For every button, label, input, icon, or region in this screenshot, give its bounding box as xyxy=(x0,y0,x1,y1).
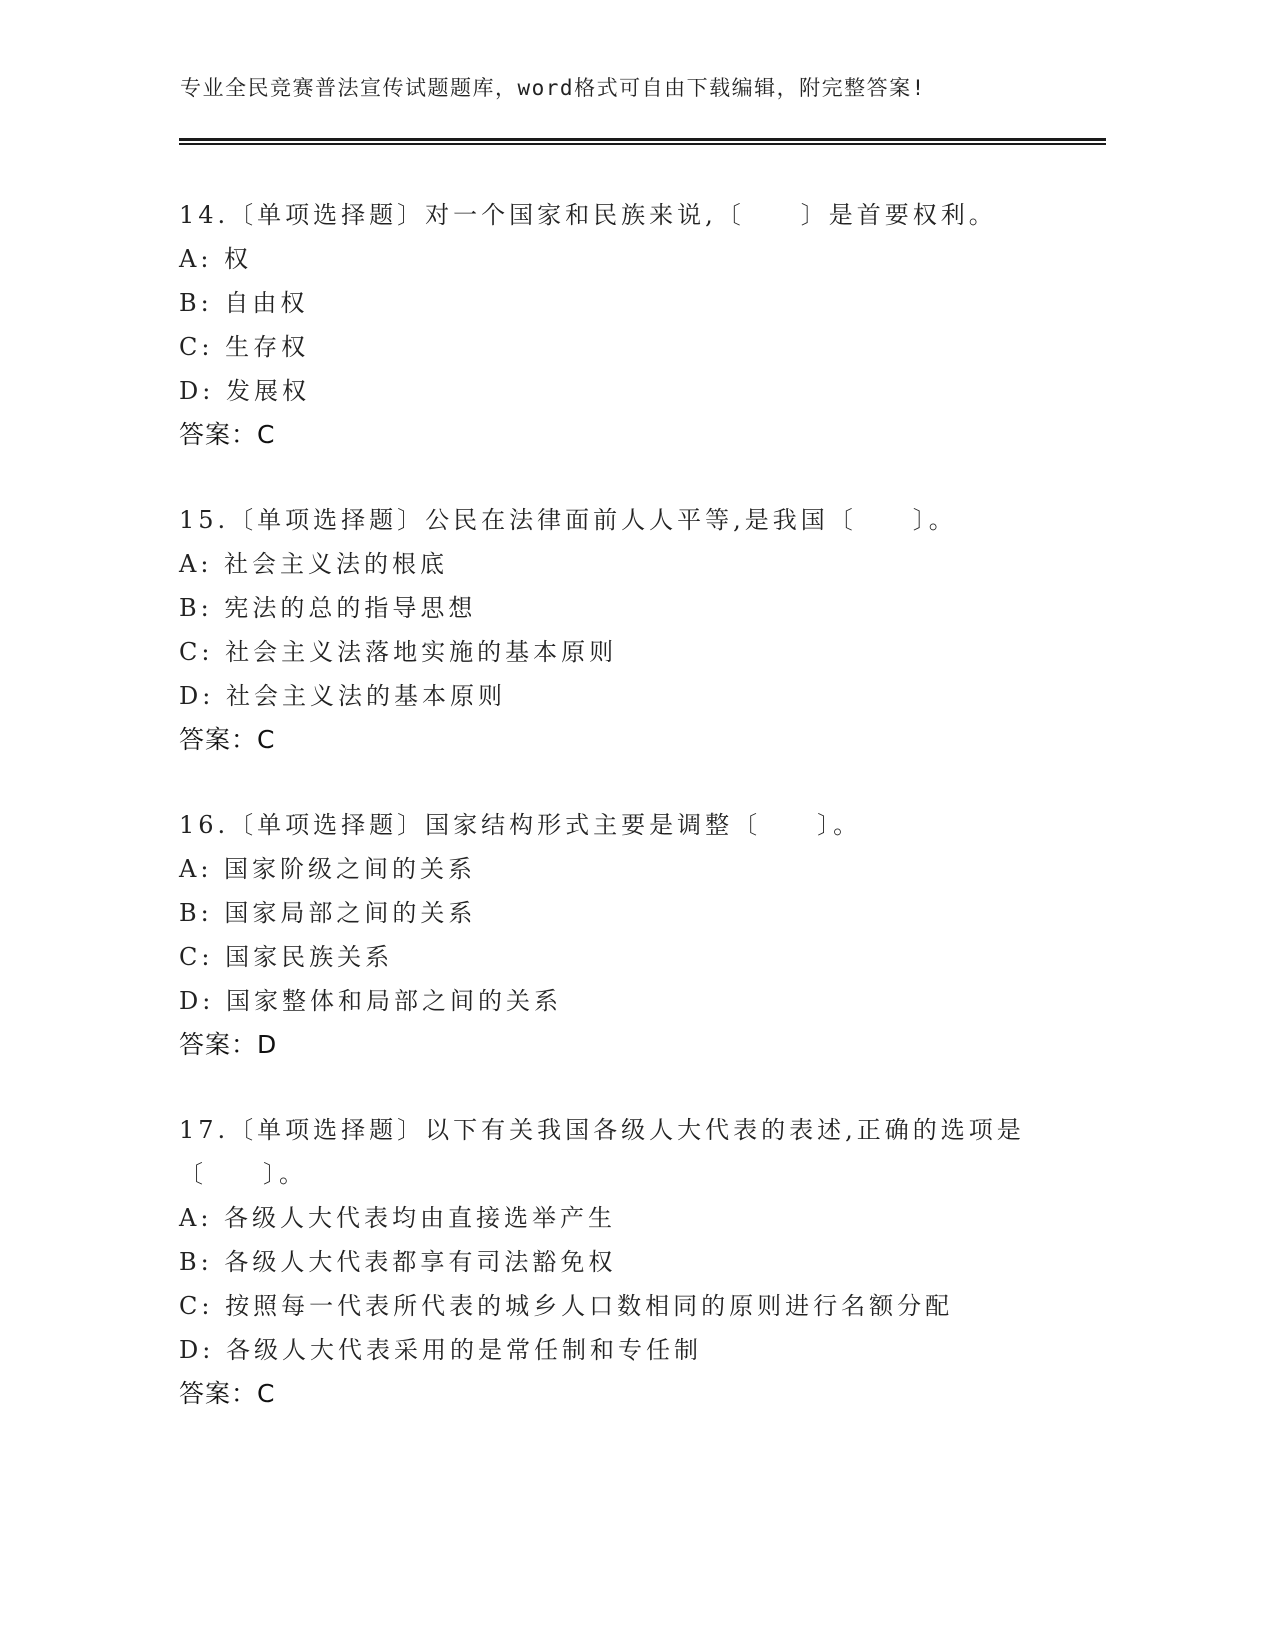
option-c: C: 社会主义法落地实施的基本原则 xyxy=(179,638,618,666)
option-d: D: 各级人大代表采用的是常任制和专任制 xyxy=(179,1336,702,1364)
option-a: A: 权 xyxy=(179,245,253,273)
option-d: D: 国家整体和局部之间的关系 xyxy=(179,987,562,1015)
option-b: B: 宪法的总的指导思想 xyxy=(179,594,477,622)
option-c: C: 国家民族关系 xyxy=(179,943,394,971)
header-title: 专业全民竞赛普法宣传试题题库，word格式可自由下载编辑，附完整答案! xyxy=(180,76,926,100)
answer: 答案：C xyxy=(179,725,276,754)
question-17 xyxy=(179,1108,1059,1416)
answer: 答案：C xyxy=(179,1379,276,1408)
answer: 答案：C xyxy=(179,420,276,449)
option-b: B: 国家局部之间的关系 xyxy=(179,899,477,927)
option-b: B: 自由权 xyxy=(179,289,309,317)
option-a: A: 社会主义法的根底 xyxy=(179,550,449,578)
question-stem: 17.〔单项选择题〕以下有关我国各级人大代表的表述,正确的选项是〔 〕。 xyxy=(179,1116,1025,1188)
question-stem: 15.〔单项选择题〕公民在法律面前人人平等,是我国〔 〕。 xyxy=(179,506,957,534)
question-14 xyxy=(179,193,1059,457)
option-a: A: 国家阶级之间的关系 xyxy=(179,855,477,883)
option-c: C: 生存权 xyxy=(179,333,310,361)
header-divider-thick xyxy=(179,138,1106,141)
header-divider-thin xyxy=(179,143,1106,145)
question-stem: 14.〔单项选择题〕对一个国家和民族来说,〔 〕是首要权利。 xyxy=(179,201,997,229)
option-a: A: 各级人大代表均由直接选举产生 xyxy=(179,1204,617,1232)
question-stem: 16.〔单项选择题〕国家结构形式主要是调整〔 〕。 xyxy=(179,811,862,839)
option-d: D: 发展权 xyxy=(179,377,310,405)
answer: 答案：D xyxy=(179,1030,278,1059)
question-16 xyxy=(179,803,1059,1067)
option-c: C: 按照每一代表所代表的城乡人口数相同的原则进行名额分配 xyxy=(179,1292,954,1320)
question-15 xyxy=(179,498,1059,762)
option-d: D: 社会主义法的基本原则 xyxy=(179,682,506,710)
option-b: B: 各级人大代表都享有司法豁免权 xyxy=(179,1248,617,1276)
